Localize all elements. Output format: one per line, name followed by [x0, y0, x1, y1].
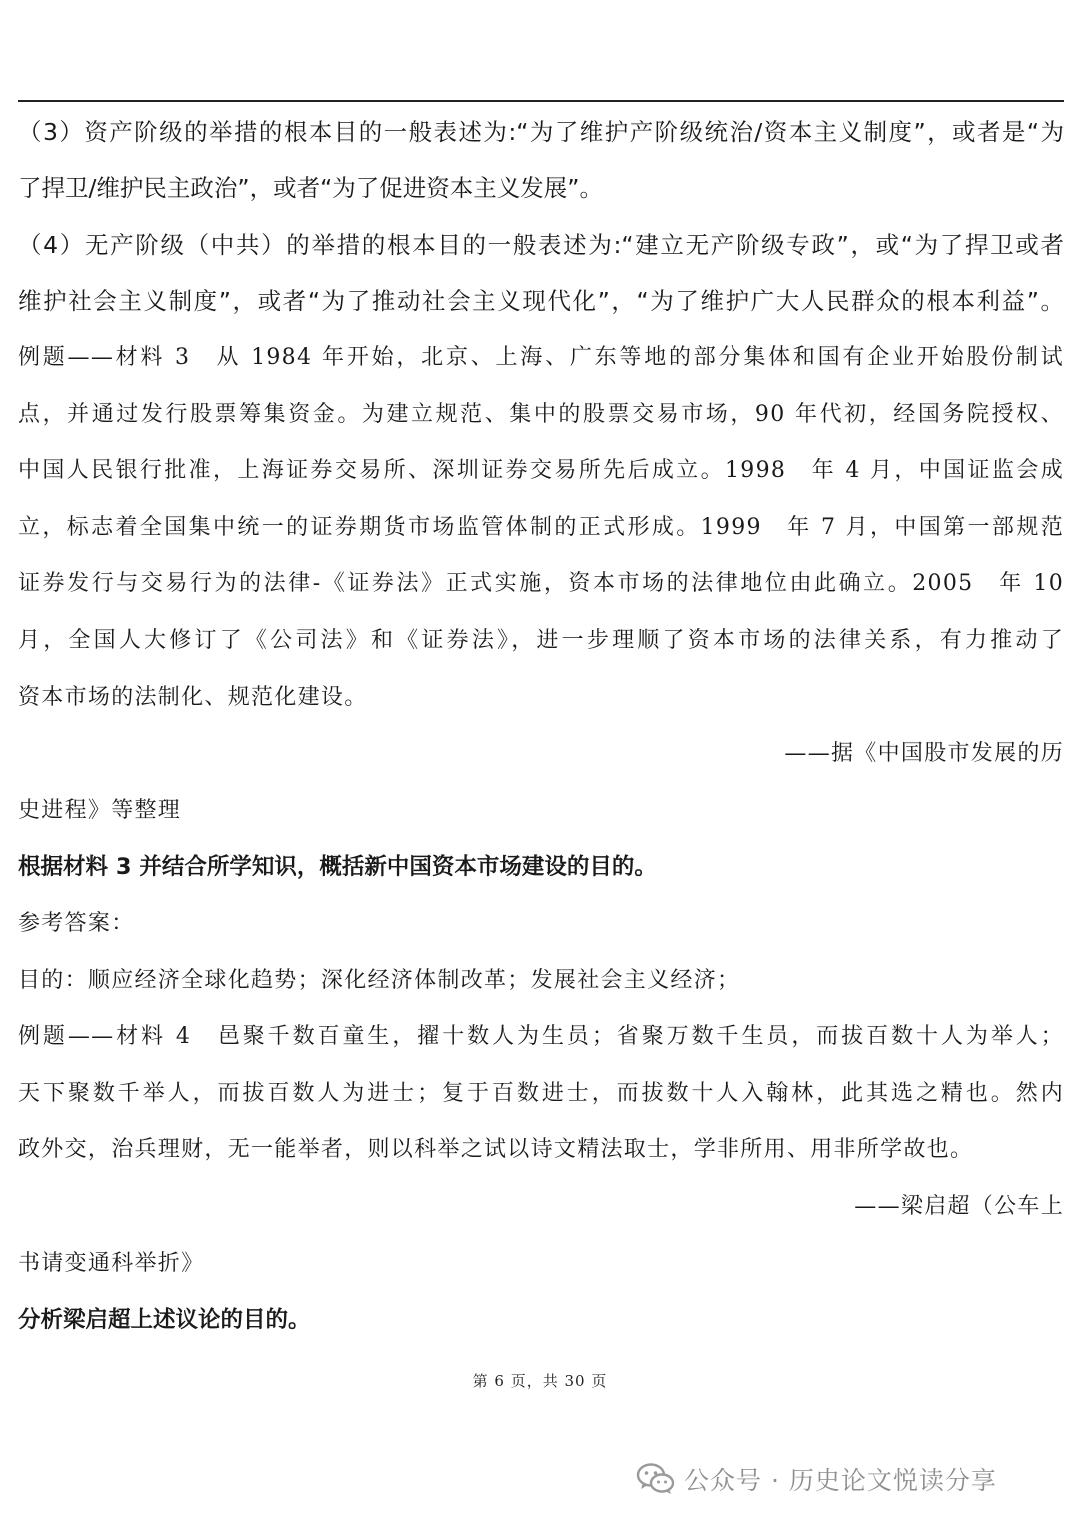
material-4-line-2: 天下聚数千举人，而拔百数人为进士；复于百数进士，而拔数十人入翰林，此其选之精也。然内 [18, 1081, 1064, 1106]
point-3-line-2: 了捍卫/维护民主政治”，或者“为了促进资本主义发展”。 [18, 174, 603, 202]
material-4-line-1: 例题——材料 4 邑聚千数百童生，擢十数人为生员；省聚万数千生员，而拔百数十人为举人； [18, 1024, 1064, 1049]
material-4-source-line-2: 书请变通科举折》 [18, 1251, 205, 1276]
point-3-line-1: （3）资产阶级的举措的根本目的一般表述为:“为了维护产阶级统治/资本主义制度”，或者是“为 [18, 118, 1064, 146]
material-3-line-2: 点，并通过发行股票筹集资金。为建立规范、集中的股票交易市场，90 年代初，经国务院授权、 [18, 402, 1064, 427]
material-3-line-7: 资本市场的法制化、规范化建设。 [18, 685, 368, 710]
material-3-source-line-2: 史进程》等整理 [18, 798, 182, 823]
material-3-line-1: 例题——材料 3 从 1984 年开始，北京、上海、广东等地的部分集体和国有企业开始股份制试 [18, 345, 1064, 370]
page-number: 第 6 页，共 30 页 [472, 1372, 608, 1390]
watermark [636, 1459, 997, 1499]
point-4-line-1: （4）无产阶级（中共）的举措的根本目的一般表述为:“建立无产阶级专政”，或“为了捍卫或者 [18, 231, 1064, 259]
material-3-line-5: 证券发行与交易行为的法律-《证券法》正式实施，资本市场的法律地位由此确立。2005 年 10 [18, 571, 1064, 596]
answer-text: 目的：顺应经济全球化趋势；深化经济体制改革；发展社会主义经济； [18, 968, 741, 993]
material-3-source-line-1: ——据《中国股市发展的历 [784, 741, 1064, 766]
answer-heading: 参考答案： [18, 911, 135, 936]
watermark-text: 公众号 · 历史论文悦读分享 [684, 1466, 997, 1495]
question-3: 根据材料 3 并结合所学知识，概括新中国资本市场建设的目的。 [18, 854, 657, 880]
wechat-icon [636, 1462, 676, 1496]
material-3-line-3: 中国人民银行批准，上海证券交易所、深圳证券交易所先后成立。1998 年 4 月，中国证监会成 [18, 458, 1064, 483]
question-4: 分析梁启超上述议论的目的。 [18, 1307, 311, 1333]
point-4-line-2: 维护社会主义制度”，或者“为了推动社会主义现代化”，“为了维护广大人民群众的根本利益”。 [18, 287, 1064, 315]
material-3-line-4: 立，标志着全国集中统一的证券期货市场监管体制的正式形成。1999 年 7 月，中国第一部规范 [18, 515, 1064, 540]
header-rule [18, 100, 1064, 102]
material-4-line-3: 政外交，治兵理财，无一能举者，则以科举之试以诗文精法取士，学非所用、用非所学故也。 [18, 1137, 974, 1162]
material-4-source-line-1: ——梁启超（公车上 [854, 1194, 1064, 1219]
material-3-line-6: 月，全国人大修订了《公司法》和《证券法》，进一步理顺了资本市场的法律关系，有力推动了 [18, 628, 1064, 653]
